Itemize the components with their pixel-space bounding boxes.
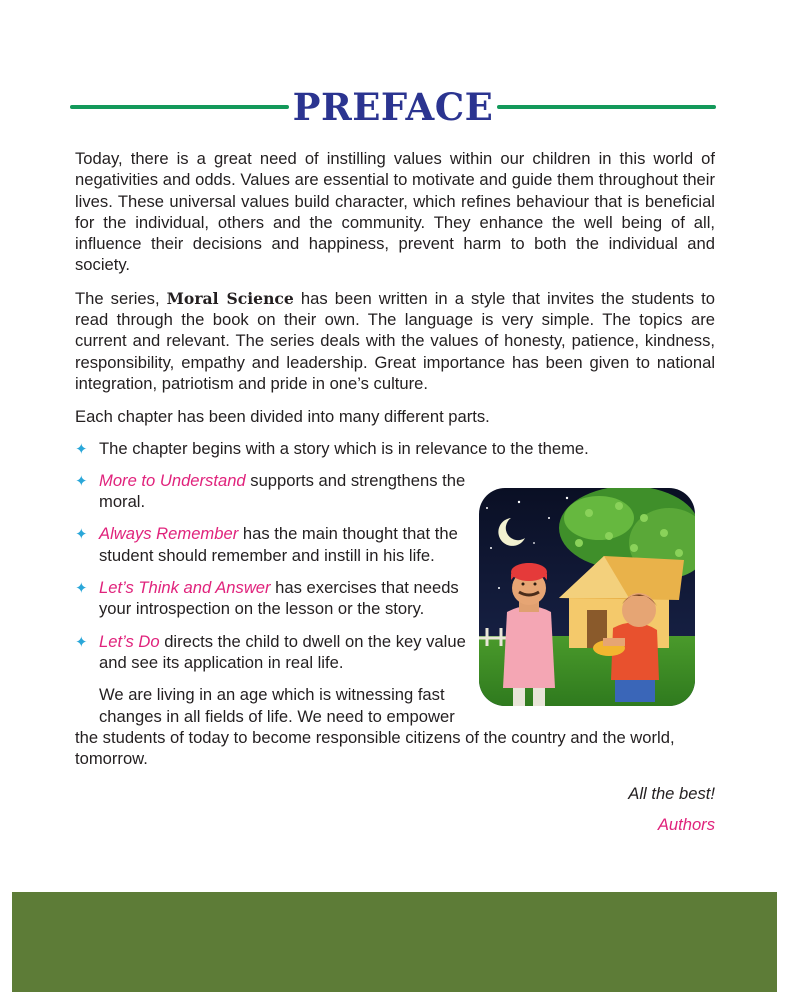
list-item (75, 470, 487, 513)
bullet-text: supports and strengthens the moral. (99, 470, 466, 512)
star-bullet-icon: ✦ (75, 472, 88, 490)
footer-band (12, 892, 777, 992)
sign-off: All the best! (628, 784, 715, 804)
list-item (75, 523, 487, 566)
bullet-text: directs the child to dwell on the key value and see its application in real life. (99, 631, 466, 672)
star-bullet-icon: ✦ (75, 440, 88, 458)
title-rule-right (497, 105, 716, 109)
title-row (70, 84, 716, 130)
bullet-highlight: Always Remember (99, 524, 239, 544)
star-bullet-icon: ✦ (75, 580, 88, 598)
illustration-image (479, 488, 695, 706)
series-text-after: has been written in a style that invites the students to read through the book on their own. The language is very simple. The topics are current and relevant. The series deals with the values of honesty, patience, kindness, responsibility, empathy and leadership. Great importance has been given to national integration, patriotism and pride in one’s culture. (75, 288, 715, 393)
list-item (75, 577, 487, 620)
sign-off-block (75, 783, 715, 835)
list-item (75, 438, 715, 459)
story-illustration (479, 488, 695, 706)
intro-paragraph: Today, there is a great need of instilling values within our children in this world of negativities and odds. Values are essential to motivate and guide them throughout their lives. These universal values build character, which refines behaviour that is beneficial for the individual, others and the community. They enhance the well being of all, influence their decisions and happiness, prevent harm to both the individual and society. (75, 149, 715, 275)
bullet-text: has exercises that needs your introspection on the lesson or the story. (99, 578, 459, 619)
bullet-highlight: Let’s Think and Answer (99, 578, 271, 598)
bullet-highlight: More to Understand (99, 470, 246, 490)
parts-intro: Each chapter has been divided into many different parts. (75, 407, 490, 427)
closing-line: changes in all fields of life. We need to empower (99, 706, 455, 726)
bullet-text: has the main thought that the student should remember and instill in his life. (99, 524, 458, 565)
bullet-text: The chapter begins with a story which is in relevance to the theme. (99, 438, 589, 458)
title-rule-left (70, 105, 289, 109)
page-title: PREFACE (292, 85, 494, 129)
closing-line: We are living in an age which is witnessing fast (99, 685, 445, 705)
closing-text: the students of today to become responsible citizens of the country and the world, tomorrow. (75, 727, 675, 769)
series-name: Moral Science (166, 288, 294, 308)
star-bullet-icon: ✦ (75, 633, 88, 651)
authors: Authors (657, 814, 715, 834)
star-bullet-icon: ✦ (75, 526, 88, 544)
bullet-highlight: Let’s Do (99, 631, 160, 651)
series-paragraph (75, 288, 715, 394)
series-text-before: The series, (75, 288, 167, 308)
list-item (75, 631, 487, 674)
